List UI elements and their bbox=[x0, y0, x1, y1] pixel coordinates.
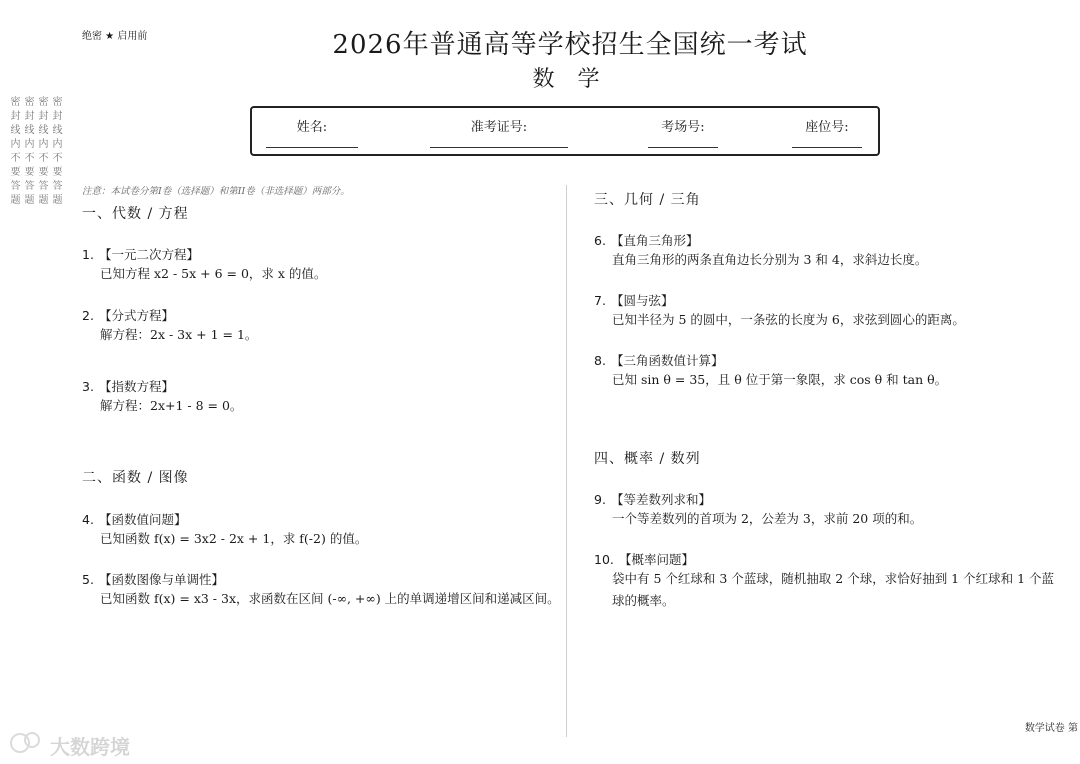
question-number: 7. bbox=[594, 293, 606, 308]
name-underline bbox=[266, 143, 358, 148]
column-divider bbox=[566, 185, 567, 737]
question-number: 8. bbox=[594, 353, 606, 368]
watermark bbox=[8, 728, 148, 760]
seat-number-label: 座位号: bbox=[805, 120, 849, 135]
question-number: 10. bbox=[594, 552, 614, 567]
question-4 bbox=[82, 509, 552, 550]
exam-room-label: 考场号: bbox=[661, 120, 705, 135]
binding-text: 密封线内不要答题 bbox=[8, 96, 19, 208]
question-number: 4. bbox=[82, 512, 94, 527]
ticket-number-label: 准考证号: bbox=[470, 120, 528, 135]
exam-room-field bbox=[648, 116, 718, 148]
question-title: 【函数图像与单调性】 bbox=[99, 572, 225, 587]
binding-text: 密封线内不要答题 bbox=[50, 96, 61, 208]
question-9 bbox=[594, 489, 1054, 530]
watermark-text: 大数跨境 bbox=[50, 735, 130, 759]
question-5 bbox=[82, 569, 560, 610]
question-text: 一个等差数列的首项为 2，公差为 3，求前 20 项的和。 bbox=[612, 511, 923, 526]
question-text: 已知半径为 5 的圆中，一条弦的长度为 6，求弦到圆心的距离。 bbox=[612, 312, 965, 327]
ticket-number-underline bbox=[430, 143, 568, 148]
question-2 bbox=[82, 305, 552, 346]
exam-note: 注意：本试卷分第I卷（选择题）和第II卷（非选择题）两部分。 bbox=[82, 186, 350, 197]
question-10 bbox=[594, 549, 1056, 612]
question-title: 【等差数列求和】 bbox=[611, 492, 712, 507]
question-text: 已知函数 f(x) = 3x2 - 2x + 1，求 f(-2) 的值。 bbox=[100, 531, 368, 546]
question-text: 解方程：2x - 3x + 1 = 1。 bbox=[100, 327, 258, 342]
name-field bbox=[266, 116, 358, 148]
question-title: 【圆与弦】 bbox=[611, 293, 674, 308]
question-number: 2. bbox=[82, 308, 94, 323]
binding-margin bbox=[8, 96, 64, 226]
question-text: 解方程：2x+1 - 8 = 0。 bbox=[100, 398, 243, 413]
question-number: 9. bbox=[594, 492, 606, 507]
question-title: 【概率问题】 bbox=[618, 552, 694, 567]
candidate-info-box bbox=[250, 106, 880, 156]
section-title-probability: 四、概率 / 数列 bbox=[594, 451, 701, 467]
section-title-algebra: 一、代数 / 方程 bbox=[82, 206, 189, 222]
question-number: 3. bbox=[82, 379, 94, 394]
seat-number-field bbox=[792, 116, 862, 148]
ticket-number-field bbox=[430, 116, 568, 148]
question-text: 已知函数 f(x) = x3 - 3x，求函数在区间 (-∞, +∞) 上的单调递增区间和递减区间。 bbox=[100, 591, 560, 606]
question-text: 已知方程 x2 - 5x + 6 = 0，求 x 的值。 bbox=[100, 266, 327, 281]
exam-room-underline bbox=[648, 143, 718, 148]
question-text: 直角三角形的两条直角边长分别为 3 和 4，求斜边长度。 bbox=[612, 252, 928, 267]
question-title: 【分式方程】 bbox=[99, 308, 175, 323]
question-3 bbox=[82, 376, 552, 417]
question-number: 6. bbox=[594, 233, 606, 248]
question-8 bbox=[594, 350, 1054, 391]
question-7 bbox=[594, 290, 1054, 331]
seat-number-underline bbox=[792, 143, 862, 148]
binding-text: 密封线内不要答题 bbox=[36, 96, 47, 208]
page-footer: 数学试卷 第 bbox=[1024, 723, 1078, 734]
question-number: 5. bbox=[82, 572, 94, 587]
question-number: 1. bbox=[82, 247, 94, 262]
question-title: 【三角函数值计算】 bbox=[611, 353, 724, 368]
confidential-label: 绝密 ★ 启用前 bbox=[82, 31, 148, 42]
exam-subject: 数 学 bbox=[532, 67, 608, 92]
question-title: 【一元二次方程】 bbox=[99, 247, 200, 262]
watermark-logo-icon bbox=[8, 728, 44, 758]
section-title-functions: 二、函数 / 图像 bbox=[82, 470, 189, 486]
question-title: 【直角三角形】 bbox=[611, 233, 699, 248]
question-text: 袋中有 5 个红球和 3 个蓝球，随机抽取 2 个球，求恰好抽到 1 个红球和 1 个蓝球的概率。 bbox=[612, 571, 1054, 608]
binding-text: 密封线内不要答题 bbox=[22, 96, 33, 208]
question-6 bbox=[594, 230, 1054, 271]
question-1 bbox=[82, 244, 552, 285]
name-label: 姓名: bbox=[296, 120, 328, 135]
exam-title: 2026年普通高等学校招生全国统一考试 bbox=[332, 30, 808, 60]
question-title: 【函数值问题】 bbox=[99, 512, 187, 527]
section-title-geometry: 三、几何 / 三角 bbox=[594, 192, 701, 208]
question-text: 已知 sin θ = 35，且 θ 位于第一象限，求 cos θ 和 tan θ。 bbox=[612, 372, 948, 387]
question-title: 【指数方程】 bbox=[99, 379, 175, 394]
